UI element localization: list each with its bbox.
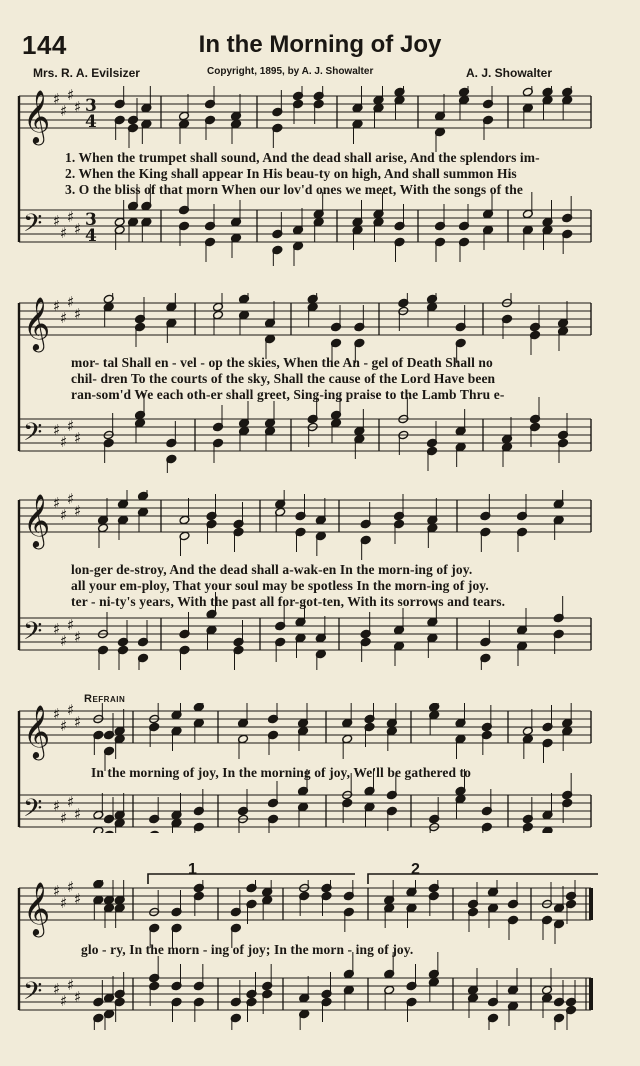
bass-clef-icon: 𝄢 bbox=[23, 209, 43, 244]
sharp-icon: ♯ bbox=[74, 305, 82, 323]
sharp-icon: ♯ bbox=[53, 980, 61, 998]
lyric-line-verse-2: all your em-ploy, That your soul may be spotless In the morn-ing of joy. bbox=[71, 578, 489, 593]
sharp-icon: ♯ bbox=[67, 208, 75, 226]
lyric-line-verse-3: ter - ni-ty's years, With the past all for-got-ten, With its sorrows and tears. bbox=[71, 594, 506, 609]
sharp-icon: ♯ bbox=[74, 890, 82, 908]
sharp-icon: ♯ bbox=[60, 102, 68, 120]
sharp-icon: ♯ bbox=[74, 502, 82, 520]
lyric-line-verse-2: 2. When the King shall appear In His beau-ty on high, And shall summon His bbox=[65, 166, 517, 181]
second-ending-number: 2 bbox=[411, 861, 420, 878]
bass-clef-icon: 𝄢 bbox=[23, 977, 43, 1012]
first-ending-number: 1 bbox=[188, 861, 197, 878]
treble-clef-icon: 𝄞 bbox=[23, 881, 51, 935]
sharp-icon: ♯ bbox=[60, 433, 68, 451]
sharp-icon: ♯ bbox=[53, 797, 61, 815]
sharp-icon: ♯ bbox=[67, 880, 75, 896]
note-head bbox=[104, 830, 115, 833]
lyric-line-verse-1: mor- tal Shall en - vel - op the skies, When the An - gel of Death Shall no bbox=[71, 355, 493, 370]
first-ending-bracket bbox=[148, 874, 355, 884]
hymn-number: 144 bbox=[22, 30, 67, 60]
treble-clef-icon: 𝄞 bbox=[23, 89, 51, 143]
bass-clef-icon: 𝄢 bbox=[23, 794, 43, 829]
lyric-line-verse-1: 1. When the trumpet shall sound, And the dead shall arise, And the splendors im- bbox=[65, 150, 540, 165]
sharp-icon: ♯ bbox=[74, 988, 82, 1006]
lyric-line-refrain: In the morning of joy, In the morning of joy, We'll be gathered to bbox=[91, 765, 471, 780]
sharp-icon: ♯ bbox=[74, 805, 82, 823]
words-credit: Mrs. R. A. Evilsizer bbox=[33, 66, 140, 80]
sharp-icon: ♯ bbox=[67, 793, 75, 811]
treble-clef-icon: 𝄞 bbox=[23, 296, 51, 350]
bass-clef-icon: 𝄢 bbox=[23, 617, 43, 652]
time-signature-bottom: 4 bbox=[85, 112, 97, 132]
sharp-icon: ♯ bbox=[60, 809, 68, 827]
sharp-icon: ♯ bbox=[60, 717, 68, 735]
sharp-icon: ♯ bbox=[67, 417, 75, 435]
sharp-icon: ♯ bbox=[53, 882, 61, 900]
sharp-icon: ♯ bbox=[53, 212, 61, 230]
sharp-icon: ♯ bbox=[53, 90, 61, 108]
sharp-icon: ♯ bbox=[74, 429, 82, 447]
music-system-1 bbox=[13, 86, 593, 266]
sharp-icon: ♯ bbox=[67, 976, 75, 994]
sharp-icon: ♯ bbox=[67, 703, 75, 719]
time-signature-bottom: 4 bbox=[85, 226, 97, 246]
bass-clef-icon: 𝄢 bbox=[23, 418, 43, 453]
second-ending-bracket bbox=[368, 874, 598, 884]
lyric-line-closing: glo - ry, In the morn - ing of joy; In the morn - ing of joy. bbox=[81, 942, 414, 957]
sharp-icon: ♯ bbox=[60, 894, 68, 912]
sharp-icon: ♯ bbox=[53, 297, 61, 315]
volta-brackets bbox=[0, 862, 640, 902]
music-system-5 bbox=[13, 880, 593, 1030]
sharp-icon: ♯ bbox=[53, 421, 61, 439]
sharp-icon: ♯ bbox=[74, 628, 82, 646]
sharp-icon: ♯ bbox=[74, 220, 82, 238]
sharp-icon: ♯ bbox=[67, 490, 75, 508]
sharp-icon: ♯ bbox=[53, 494, 61, 512]
time-signature-top: 3 bbox=[85, 96, 97, 116]
sharp-icon: ♯ bbox=[60, 224, 68, 242]
hymn-title: In the Morning of Joy bbox=[198, 31, 442, 58]
music-system-2 bbox=[13, 293, 593, 473]
copyright-notice: Copyright, 1895, by A. J. Showalter bbox=[207, 66, 374, 77]
time-signature-top: 3 bbox=[85, 210, 97, 230]
note-head bbox=[149, 830, 160, 833]
sharp-icon: ♯ bbox=[67, 293, 75, 311]
sharp-icon: ♯ bbox=[74, 713, 82, 731]
sharp-icon: ♯ bbox=[60, 632, 68, 650]
lyric-line-verse-2: chil- dren To the courts of the sky, Shall the cause of the Lord Have been bbox=[71, 371, 496, 386]
lyric-line-verse-3: 3. O the bliss of that morn When our lov'd ones we meet, With the songs of the bbox=[65, 182, 523, 197]
sharp-icon: ♯ bbox=[53, 705, 61, 723]
music-credit: A. J. Showalter bbox=[466, 66, 553, 80]
treble-clef-icon: 𝄞 bbox=[23, 704, 51, 758]
sharp-icon: ♯ bbox=[53, 620, 61, 638]
sharp-icon: ♯ bbox=[67, 86, 75, 104]
sharp-icon: ♯ bbox=[74, 98, 82, 116]
sharp-icon: ♯ bbox=[60, 506, 68, 524]
sharp-icon: ♯ bbox=[67, 616, 75, 634]
lyric-line-verse-3: ran-som'd We each oth-er shall greet, Sing-ing praise to the Lamb Thru e- bbox=[71, 387, 505, 402]
music-system-3 bbox=[13, 490, 593, 670]
lyric-line-verse-1: lon-ger de-stroy, And the dead shall a-wak-en In the morn-ing of joy. bbox=[71, 562, 473, 577]
sharp-icon: ♯ bbox=[60, 309, 68, 327]
treble-clef-icon: 𝄞 bbox=[23, 493, 51, 547]
music-system-4-refrain bbox=[13, 703, 593, 833]
refrain-label: Refrain bbox=[84, 693, 126, 705]
sharp-icon: ♯ bbox=[60, 992, 68, 1010]
